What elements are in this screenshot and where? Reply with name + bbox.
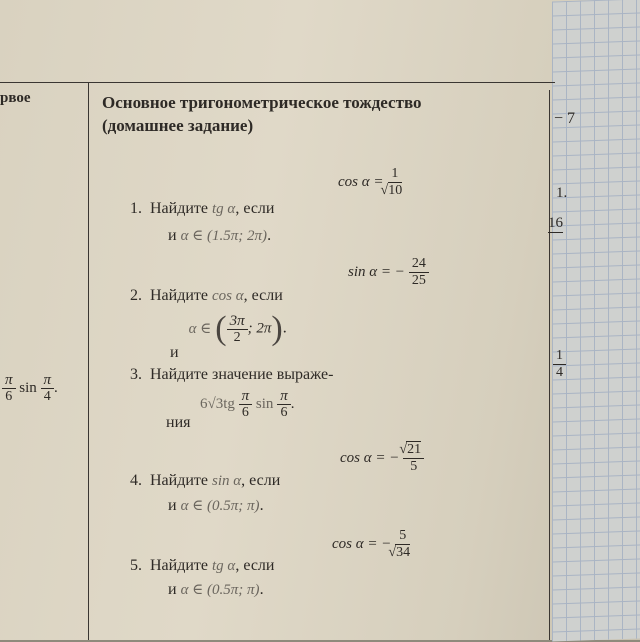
- table-left-divider: [88, 82, 89, 640]
- problem-2: 2. Найдите cos α, если: [130, 287, 283, 304]
- problem-2-interval: и α ∈ ( $\frac{3\pi}{2}$ ; 2π).: [170, 310, 287, 361]
- left-column-expression: $\frac{\pi}{6}$ sin $\frac{\pi}{4}$ .: [2, 372, 58, 405]
- problem-3: 3. Найдите значение выраже-: [130, 366, 334, 383]
- problem-5: 5. Найдите tg α, если: [130, 557, 275, 574]
- left-column-header: рвое: [0, 90, 31, 106]
- left-fraction-2: $\frac{\pi}{4}$: [41, 372, 55, 405]
- problem-1-interval: и α ∈ (1.5π; 2π).: [168, 227, 272, 244]
- table-top-line: [0, 82, 555, 83]
- table-right-divider: [549, 90, 550, 640]
- problem-4-interval: и α ∈ (0.5π; π).: [168, 497, 264, 514]
- right-column-value-16: 16: [548, 215, 563, 231]
- problem-4: 4. Найдите sin α, если: [130, 472, 281, 489]
- problem-2-condition: sin α = − $\frac{24}{25}$: [348, 256, 429, 289]
- problem-1: 1. Найдите tg α, если: [130, 200, 275, 217]
- problem-3-word: ния: [166, 414, 191, 431]
- left-fraction-1: $\frac{\pi}{6}$: [2, 372, 16, 405]
- grid-paper-edge: [552, 0, 640, 642]
- right-column-fraction: $\frac{1}{4}$: [553, 348, 566, 381]
- right-column-value-1: 1.: [556, 185, 568, 201]
- worksheet-title: Основное тригонометрическое тождество: [102, 93, 422, 112]
- worksheet-subtitle: (домашнее задание): [102, 116, 254, 135]
- problem-5-interval: и α ∈ (0.5π; π).: [168, 581, 264, 598]
- problem-3-expression: 6√3tg $\frac{\pi}{6}$ sin $\frac{\pi}{6}$ .: [200, 388, 295, 420]
- left-sin: sin: [19, 379, 37, 396]
- problem-5-condition: cos α = − 5 √ 34: [332, 528, 410, 561]
- problem-1-condition: cos α = 1 √ 10: [338, 166, 402, 199]
- right-column-header: − 7: [554, 110, 576, 127]
- problem-4-condition: cos α = − √ $\frac{21}{5}$: [340, 442, 424, 475]
